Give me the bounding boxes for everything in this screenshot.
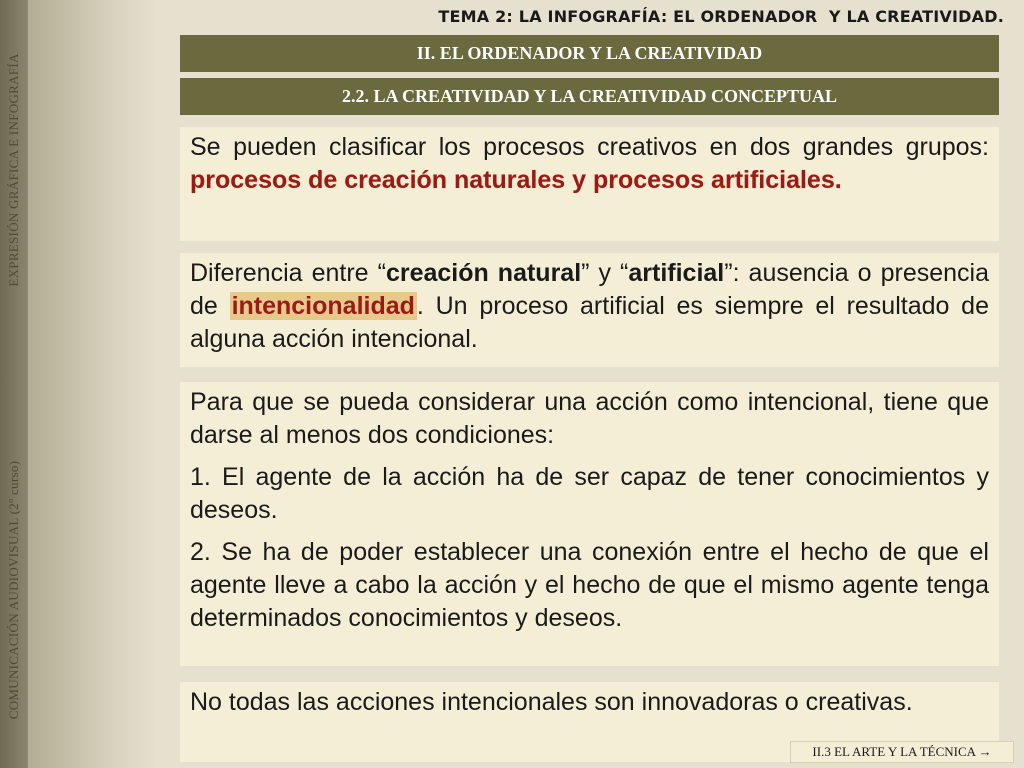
text-block-difference	[180, 253, 999, 367]
side-title-subject: EXPRESIÓN GRÁFICA E INFOGRAFÍA	[6, 53, 21, 287]
side-title-course: COMUNICACIÓN AUDIOVISUAL (2º curso)	[6, 460, 21, 720]
left-light-band	[28, 0, 158, 768]
next-section-link[interactable]: II.3 EL ARTE Y LA TÉCNICA →	[790, 741, 1014, 763]
block1-highlight: procesos de creación naturales y procesos artificiales.	[190, 166, 842, 194]
conditions-intro: Para que se pueda considerar una acción como intencional, tiene que darse al menos dos condiciones:	[190, 388, 989, 449]
condition-1: 1. El agente de la acción ha de ser capaz de tener conocimientos y deseos.	[190, 463, 989, 524]
block2-bold-artificial: artificial	[628, 259, 725, 287]
side-titles	[0, 0, 28, 768]
block2-text-a: Diferencia entre “	[190, 259, 386, 287]
block2-bold-natural: creación natural	[385, 259, 582, 287]
condition-2: 2. Se ha de poder establecer una conexión entre el hecho de que el agente lleve a cabo la acción y el hecho de que el mismo agente tenga determinados conocimientos y deseos.	[190, 538, 989, 632]
block2-text-b: ” y “	[581, 259, 629, 287]
subsection-header: 2.2. LA CREATIVIDAD Y LA CREATIVIDAD CONCEPTUAL	[180, 78, 999, 115]
block2-text-c: ”: ausencia o presencia de	[190, 259, 989, 320]
block1-text: Se pueden clasificar los procesos creativos en dos grandes grupos:	[190, 133, 989, 161]
section-header: II. EL ORDENADOR Y LA CREATIVIDAD	[180, 35, 999, 72]
text-block-conditions	[180, 382, 999, 666]
block2-text-d: . Un proceso artificial es siempre el resultado de alguna acción intencional.	[190, 292, 989, 353]
text-block-classification	[180, 127, 999, 241]
block2-highlight: intencionalidad	[231, 292, 415, 320]
slide-title: TEMA 2: LA INFOGRAFÍA: EL ORDENADOR Y LA CREATIVIDAD.	[438, 7, 1004, 26]
conclusion-text: No todas las acciones intencionales son innovadoras o creativas.	[190, 688, 913, 716]
